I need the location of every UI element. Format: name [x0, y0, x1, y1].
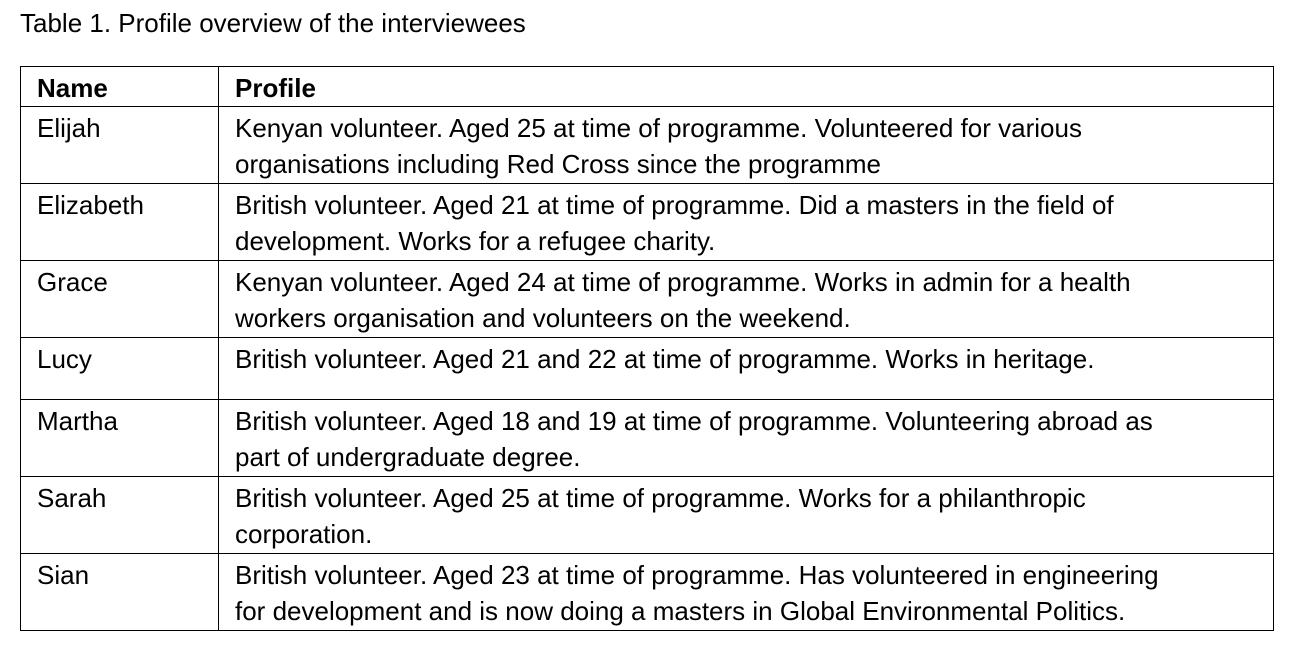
- profile-line: British volunteer. Aged 25 at time of programme. Works for a philanthropic: [235, 483, 1086, 513]
- profile-line: British volunteer. Aged 21 at time of programme. Did a masters in the field of: [235, 190, 1114, 220]
- table-row: [21, 554, 1274, 631]
- profile-cell: [219, 338, 1274, 400]
- profile-line: workers organisation and volunteers on the weekend.: [235, 303, 851, 333]
- column-header-name: Name: [21, 67, 219, 107]
- column-header-profile: Profile: [219, 67, 1274, 107]
- profile-line: British volunteer. Aged 21 and 22 at time of programme. Works in heritage.: [235, 344, 1095, 374]
- profile-line: organisations including Red Cross since the programme: [235, 149, 881, 179]
- table-row: [21, 477, 1274, 554]
- profile-line: part of undergraduate degree.: [235, 442, 581, 472]
- profile-line: Kenyan volunteer. Aged 25 at time of programme. Volunteered for various: [235, 113, 1082, 143]
- profile-cell: [219, 400, 1274, 477]
- profile-cell: [219, 261, 1274, 338]
- name-cell: Elijah: [21, 107, 219, 184]
- profile-cell: [219, 554, 1274, 631]
- name-cell: Lucy: [21, 338, 219, 400]
- profile-line: corporation.: [235, 519, 373, 549]
- profiles-table: [20, 66, 1274, 631]
- table-row: [21, 261, 1274, 338]
- table-row: [21, 400, 1274, 477]
- profile-line: British volunteer. Aged 23 at time of programme. Has volunteered in engineering: [235, 560, 1159, 590]
- name-cell: Sarah: [21, 477, 219, 554]
- table-caption: Table 1. Profile overview of the interviewees: [20, 8, 526, 38]
- table-row: [21, 338, 1274, 400]
- profile-line: for development and is now doing a masters in Global Environmental Politics.: [235, 596, 1126, 626]
- profile-cell: [219, 184, 1274, 261]
- table-row: [21, 184, 1274, 261]
- profile-line: British volunteer. Aged 18 and 19 at time of programme. Volunteering abroad as: [235, 406, 1153, 436]
- profile-cell: [219, 107, 1274, 184]
- profile-line: development. Works for a refugee charity.: [235, 226, 716, 256]
- profile-cell: [219, 477, 1274, 554]
- name-cell: Sian: [21, 554, 219, 631]
- name-cell: Grace: [21, 261, 219, 338]
- name-cell: Elizabeth: [21, 184, 219, 261]
- table-row: [21, 107, 1274, 184]
- name-cell: Martha: [21, 400, 219, 477]
- table-header-row: [21, 67, 1274, 107]
- profile-line: Kenyan volunteer. Aged 24 at time of programme. Works in admin for a health: [235, 267, 1131, 297]
